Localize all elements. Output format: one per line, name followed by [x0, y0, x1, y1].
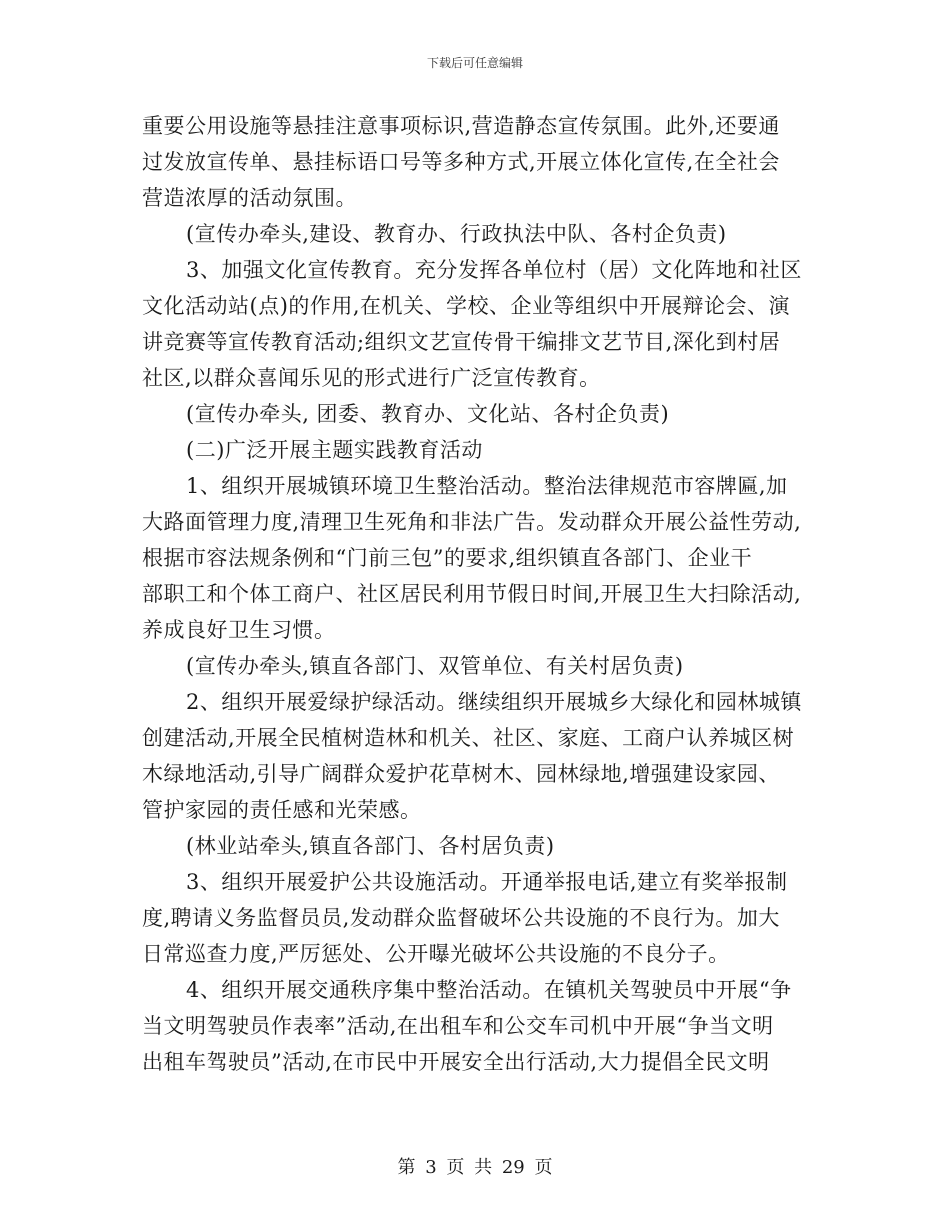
text-line: 4、组织开展交通秩序集中整治活动。在镇机关驾驶员中开展“争	[186, 978, 792, 1002]
text-line: (宣传办牵头, 团委、教育办、文化站、各村企负责)	[186, 402, 670, 426]
text-line: (宣传办牵头,建设、教育办、行政执法中队、各村企负责)	[186, 222, 727, 246]
text-line: 讲竞赛等宣传教育活动;组织文艺宣传骨干编排文艺节目,深化到村居	[142, 330, 781, 354]
text-line: 文化活动站(点)的作用,在机关、学校、企业等组织中开展辩论会、演	[142, 294, 791, 318]
text-line: 3、加强文化宣传教育。充分发挥各单位村（居）文化阵地和社区	[186, 258, 802, 282]
text-line: 出租车驾驶员”活动,在市民中开展安全出行活动,大力提倡全民文明	[142, 1050, 770, 1074]
text-line: 营造浓厚的活动氛围。	[142, 186, 357, 210]
text-line: 部职工和个体工商户、社区居民利用节假日时间,开展卫生大扫除活动,	[142, 582, 802, 606]
text-line: 3、组织开展爱护公共设施活动。开通举报电话,建立有奖举报制	[186, 870, 788, 894]
text-line: 管护家园的责任感和光荣感。	[142, 798, 422, 822]
text-line: 社区,以群众喜闻乐见的形式进行广泛宣传教育。	[142, 366, 601, 390]
text-line: 过发放宣传单、悬挂标语口号等多种方式,开展立体化宣传,在全社会	[142, 150, 780, 174]
page-header: 下载后可任意编辑	[426, 56, 523, 70]
text-line: (二)广泛开展主题实践教育活动	[186, 438, 483, 462]
text-line: (林业站牵头,镇直各部门、各村居负责)	[186, 834, 555, 858]
text-line: 根据市容法规条例和“门前三包”的要求,组织镇直各部门、企业干	[142, 546, 753, 570]
text-line: 大路面管理力度,清理卫生死角和非法广告。发动群众开展公益性劳动,	[142, 510, 802, 534]
document-body	[142, 108, 810, 1080]
text-line: 1、组织开展城镇环境卫生整治活动。整治法律规范市容牌匾,加	[186, 474, 788, 498]
text-line: 日常巡查力度,严厉惩处、公开曝光破坏公共设施的不良分子。	[142, 942, 730, 966]
text-line: 养成良好卫生习惯。	[142, 618, 336, 642]
text-line: 木绿地活动,引导广阔群众爱护花草树木、园林绿地,增强建设家园、	[142, 762, 780, 786]
text-line: 创建活动,开展全民植树造林和机关、社区、家庭、工商户认养城区树	[142, 726, 795, 750]
text-line: 2、组织开展爱绿护绿活动。继续组织开展城乡大绿化和园林城镇	[186, 690, 802, 714]
page-number: 第 3 页 共 29 页	[397, 1157, 553, 1178]
text-line: (宣传办牵头,镇直各部门、双管单位、有关村居负责)	[186, 654, 684, 678]
text-line: 当文明驾驶员作表率”活动,在出租车和公交车司机中开展“争当文明	[142, 1014, 774, 1038]
text-line: 重要公用设施等悬挂注意事项标识,营造静态宣传氛围。此外,还要通	[142, 114, 780, 138]
text-line: 度,聘请义务监督员员,发动群众监督破坏公共设施的不良行为。加大	[142, 906, 780, 930]
